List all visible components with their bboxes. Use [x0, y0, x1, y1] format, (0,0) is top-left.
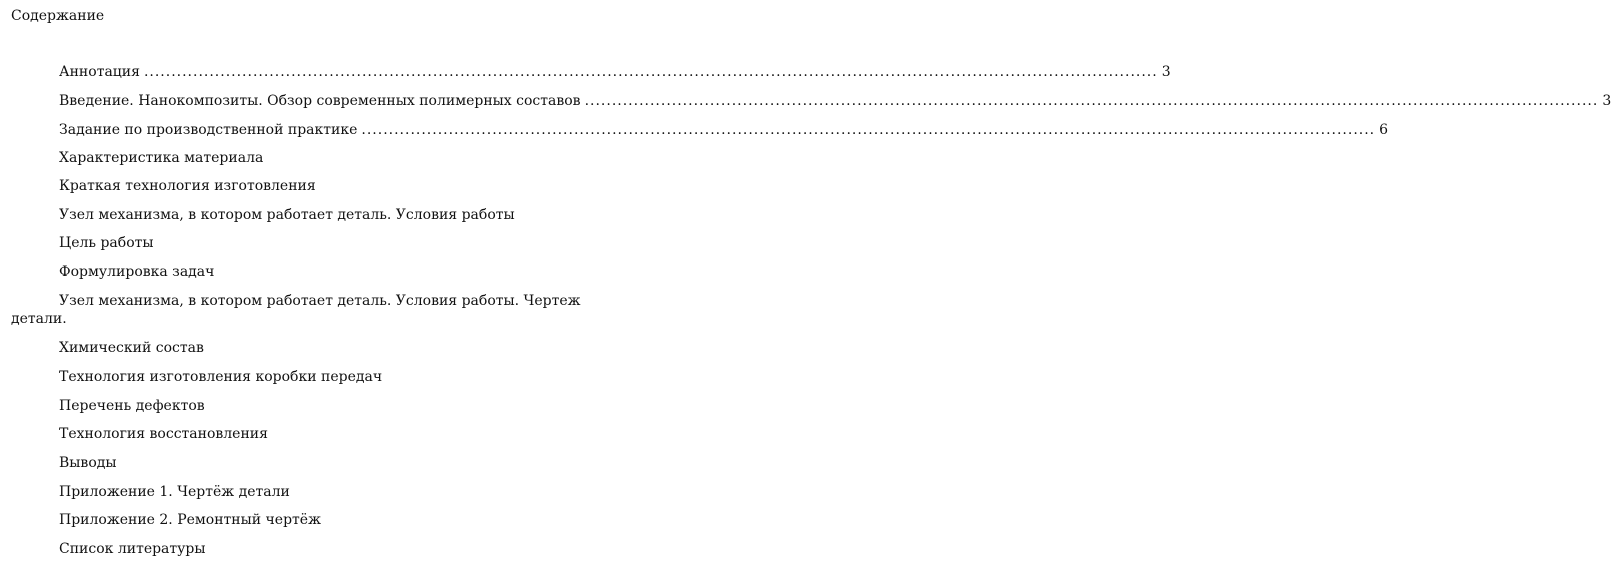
toc-entry-appendix-1[interactable]: Приложение 1. Чертёж детали — [59, 484, 290, 500]
toc-page-number: 3 — [1161, 64, 1171, 80]
toc-entry-text: Введение. Нанокомпозиты. Обзор современных полимерных составов — [59, 93, 581, 109]
toc-entry-annotation[interactable] — [59, 63, 1171, 81]
toc-page-number: 3 — [1602, 93, 1611, 109]
toc-entry-introduction[interactable] — [59, 92, 1611, 110]
toc-entry-mechanism-drawing[interactable]: Узел механизма, в котором работает деталь. Условия работы. Чертеж детали. — [11, 293, 581, 327]
toc-page-number: 6 — [1379, 122, 1389, 138]
toc-heading: Содержание — [11, 8, 105, 24]
toc-entry-material[interactable]: Характеристика материала — [59, 150, 264, 166]
toc-entry-conclusions[interactable]: Выводы — [59, 455, 117, 471]
toc-entry-practice-task[interactable] — [59, 121, 1389, 139]
toc-entry-text: Задание по производственной практике — [59, 122, 358, 138]
dot-leader: .......................................................................................................................................................................................... — [143, 64, 1158, 80]
toc-entry-goal[interactable]: Цель работы — [59, 235, 154, 251]
toc-entry-appendix-2[interactable]: Приложение 2. Ремонтный чертёж — [59, 512, 321, 528]
toc-entry-technology[interactable]: Краткая технология изготовления — [59, 178, 316, 194]
toc-entry-gearbox-technology[interactable]: Технология изготовления коробки передач — [59, 369, 383, 385]
toc-entry-mechanism[interactable]: Узел механизма, в котором работает деталь. Условия работы — [59, 207, 515, 223]
toc-entry-chemical-composition[interactable]: Химический состав — [59, 340, 204, 356]
dot-leader: .......................................................................................................................................................................................... — [361, 122, 1376, 138]
toc-entry-text: Аннотация — [59, 64, 140, 80]
dot-leader: .......................................................................................................................................................................................... — [584, 93, 1599, 109]
toc-entry-restoration[interactable]: Технология восстановления — [59, 426, 268, 442]
toc-entry-references[interactable]: Список литературы — [59, 541, 206, 557]
toc-entry-tasks[interactable]: Формулировка задач — [59, 264, 215, 280]
toc-entry-defects[interactable]: Перечень дефектов — [59, 398, 205, 414]
